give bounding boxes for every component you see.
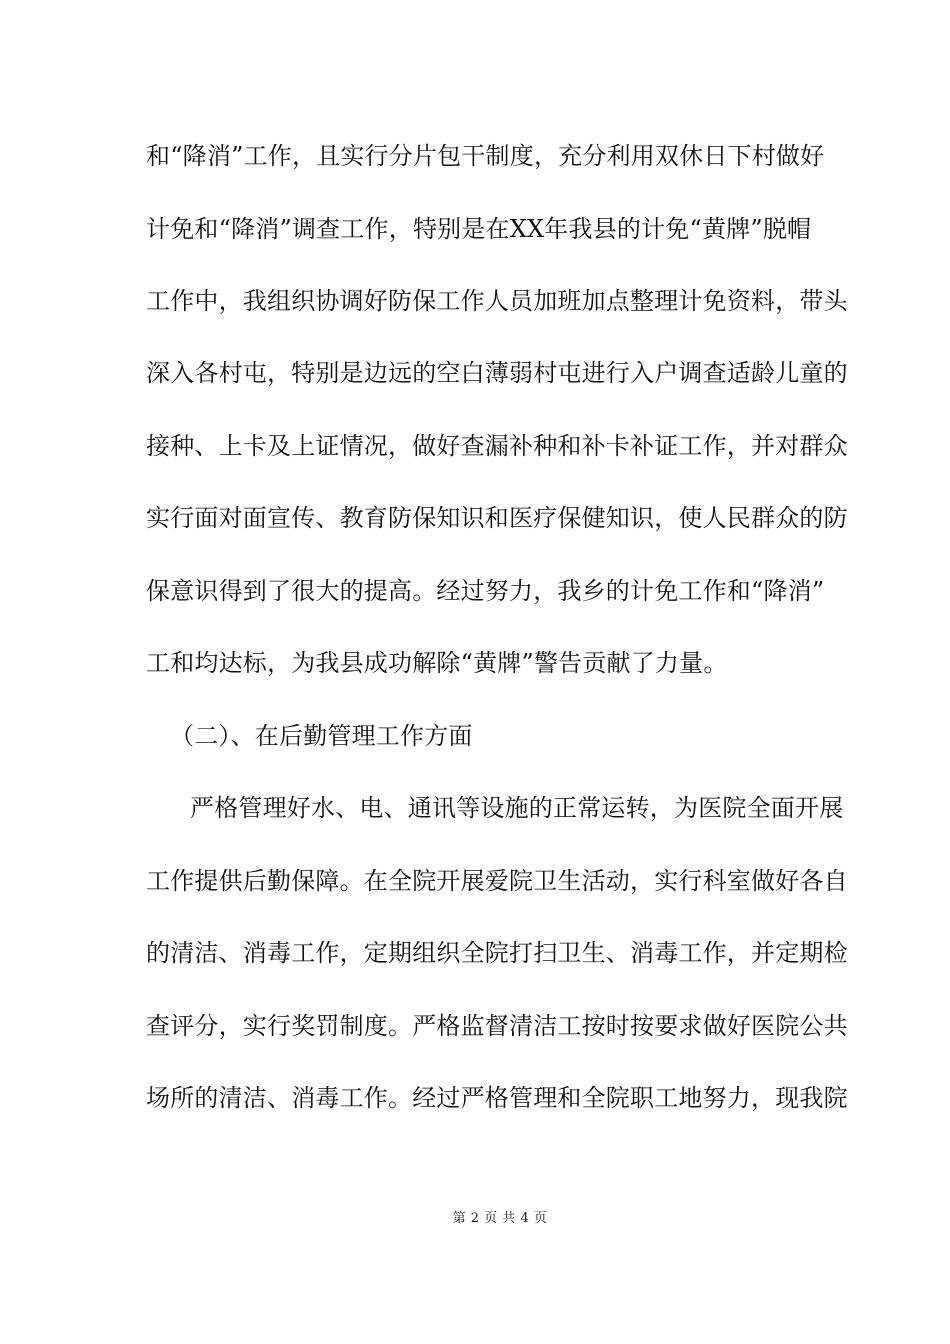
section-heading: （二）、在后勤管理工作方面 xyxy=(170,722,473,750)
paragraph-2-line-2: 工作提供后勤保障。在全院开展爱院卫生活动，实行科室做好各自 xyxy=(146,867,848,895)
paragraph-1-line-2: 计免和“降消”调查工作，特别是在XX年我县的计免“黄牌”脱帽 xyxy=(146,215,812,243)
paragraph-1-line-6: 实行面对面宣传、教育防保知识和医疗保健知识，使人民群众的防 xyxy=(146,504,848,532)
paragraph-2-line-5: 场所的清洁、消毒工作。经过严格管理和全院职工地努力，现我院 xyxy=(146,1084,848,1112)
paragraph-1-line-4: 深入各村屯，特别是边远的空白薄弱村屯进行入户调查适龄儿童的 xyxy=(146,359,848,387)
paragraph-2-line-4: 查评分，实行奖罚制度。严格监督清洁工按时按要求做好医院公共 xyxy=(146,1012,848,1040)
paragraph-1-line-1: 和“降消”工作，且实行分片包干制度，充分利用双休日下村做好 xyxy=(146,142,825,170)
page-footer: 第 2 页 共 4 页 xyxy=(452,1211,548,1226)
paragraph-2-line-1: 严格管理好水、电、通讯等设施的正常运转，为医院全面开展 xyxy=(190,794,844,822)
paragraph-1-line-5: 接种、上卡及上证情况，做好查漏补种和补卡补证工作，并对群众 xyxy=(146,432,848,460)
paragraph-1-line-8: 工和均达标，为我县成功解除“黄牌”警告贡献了力量。 xyxy=(146,649,728,677)
paragraph-1-line-3: 工作中，我组织协调好防保工作人员加班加点整理计免资料，带头 xyxy=(146,287,848,315)
paragraph-2-line-3: 的清洁、消毒工作，定期组织全院打扫卫生、消毒工作，并定期检 xyxy=(146,939,848,967)
paragraph-1-line-7: 保意识得到了很大的提高。经过努力，我乡的计免工作和“降消” xyxy=(146,577,825,605)
